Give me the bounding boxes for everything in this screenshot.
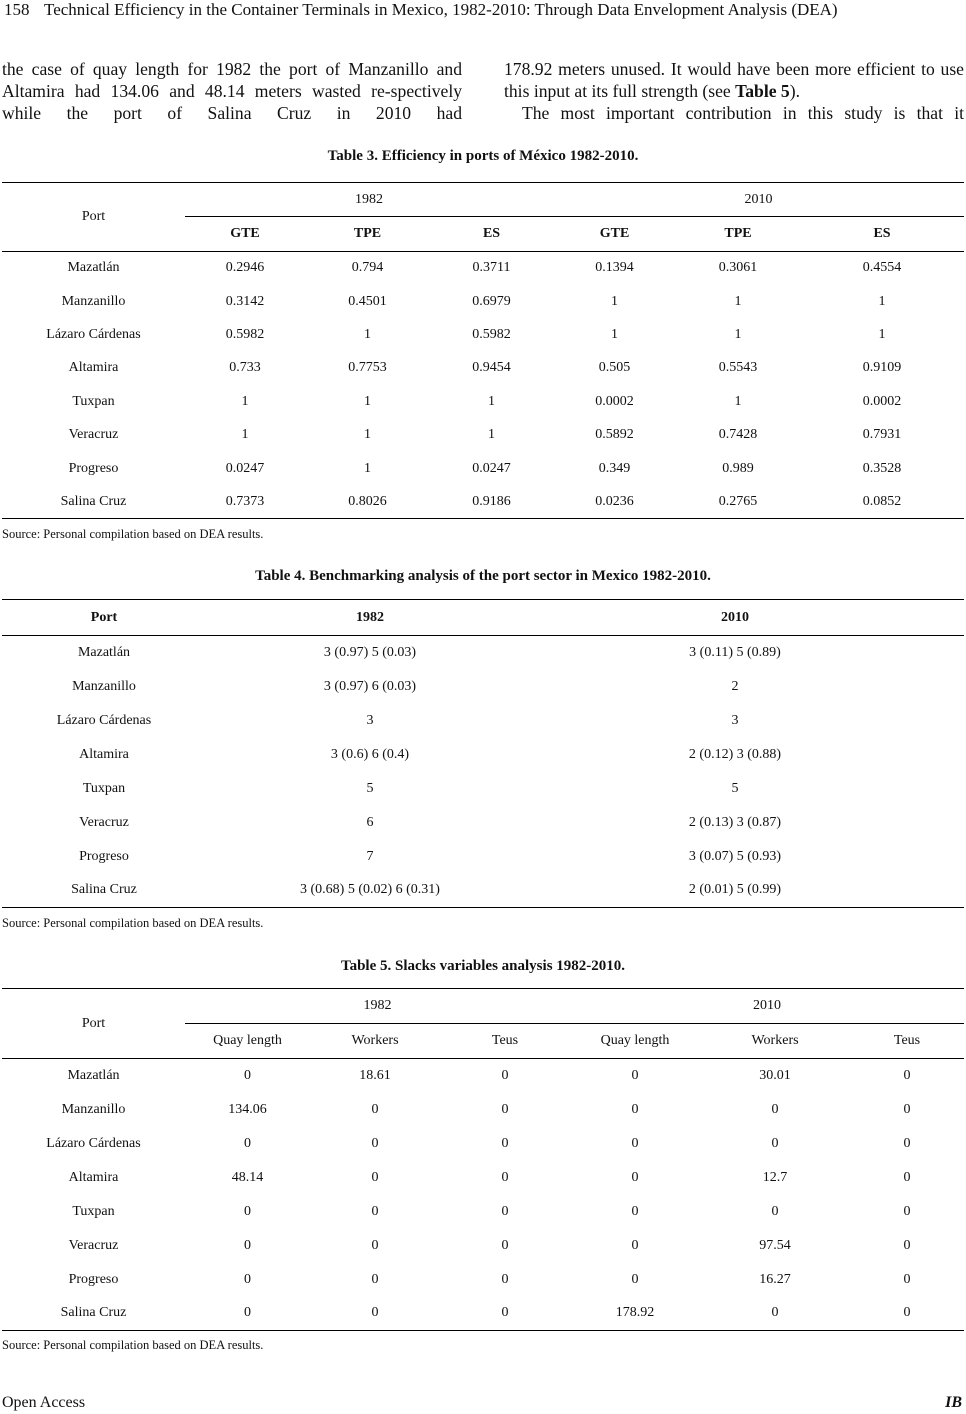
port-name-cell: Progreso — [68, 1271, 119, 1287]
value-cell: 0 — [244, 1305, 251, 1321]
value-cell: 178.92 — [615, 1305, 655, 1321]
value-cell: 0.9454 — [472, 360, 511, 376]
value-cell: 0.9186 — [472, 493, 511, 509]
table-row — [2, 840, 964, 874]
value-cell: 0 — [244, 1135, 251, 1151]
table-row — [2, 874, 964, 908]
value-cell: 1 — [734, 293, 742, 309]
column-header: Workers — [751, 1033, 799, 1048]
value-cell: 0.5982 — [472, 326, 511, 342]
year-header: 2010 — [570, 989, 964, 1024]
table-row — [2, 670, 964, 704]
column-header: Quay length — [600, 1033, 670, 1048]
value-cell: 0.0236 — [595, 493, 634, 509]
value-cell: 0.4501 — [348, 293, 387, 309]
right-column — [504, 58, 964, 124]
value-cell: 0 — [244, 1237, 251, 1253]
value-cell: 0.6979 — [472, 293, 511, 309]
port-name-cell: Lázaro Cárdenas — [46, 1135, 141, 1151]
value-cell: 0 — [501, 1237, 509, 1253]
value-cell: 0 — [631, 1135, 639, 1151]
value-cell: 0.0002 — [595, 393, 634, 409]
column-header: GTE — [230, 226, 260, 241]
value-cell: 0 — [903, 1203, 911, 1219]
value-cell: 97.54 — [759, 1237, 791, 1253]
value-cell: 0 — [631, 1067, 639, 1083]
body-paragraph: the case of quay length for 1982 the port of Manzanillo and Altamira had 134.06 and 48.14 meters wasted re-spectively while the port of Salina Cruz in 2010 had — [2, 59, 462, 123]
value-cell: 0 — [501, 1135, 509, 1151]
value-cell: 0 — [903, 1169, 911, 1185]
value-cell: 0.4554 — [862, 260, 902, 276]
value-cell: 0.505 — [598, 360, 631, 376]
value-cell: 0.7428 — [718, 427, 758, 443]
column-header: GTE — [599, 226, 630, 241]
value-cell: 3 (0.07) 5 (0.93) — [688, 848, 782, 864]
value-cell: 0.3711 — [472, 260, 511, 276]
value-cell: 3 (0.68) 5 (0.02) 6 (0.31) — [300, 882, 440, 898]
column-header: TPE — [353, 226, 382, 241]
table-row — [2, 385, 964, 418]
value-cell: 1 — [364, 460, 371, 476]
value-cell: 1 — [241, 427, 249, 443]
body-paragraph: The most important contribution in this study is that it — [522, 103, 964, 123]
port-name-cell: Salina Cruz — [71, 882, 137, 898]
value-cell: 0 — [631, 1203, 639, 1219]
value-cell: 0 — [903, 1135, 911, 1151]
value-cell: 0 — [501, 1305, 509, 1321]
value-cell: 2 (0.13) 3 (0.87) — [688, 814, 782, 830]
port-header: Port — [2, 989, 185, 1059]
spacer-cell — [936, 806, 964, 840]
value-cell: 0.3061 — [718, 260, 758, 276]
table-row — [2, 1161, 964, 1195]
value-cell: 18.61 — [359, 1067, 391, 1083]
value-cell: 1 — [734, 326, 742, 342]
benchmarking-table — [2, 599, 964, 908]
port-name-cell: Veracruz — [68, 427, 119, 443]
spacer-cell — [936, 874, 964, 908]
table3-source: Source: Personal compilation based on DEA results. — [2, 527, 264, 541]
value-cell: 0.794 — [351, 260, 384, 276]
table-row — [2, 806, 964, 840]
port-name-cell: Altamira — [79, 746, 129, 762]
port-name-cell: Manzanillo — [61, 1101, 126, 1117]
column-header: 2010 — [721, 609, 749, 625]
value-cell: 1 — [241, 393, 249, 409]
column-header: TPE — [724, 226, 752, 241]
port-name-cell: Veracruz — [79, 814, 129, 830]
port-name-cell: Salina Cruz — [60, 493, 127, 509]
table-row — [2, 352, 964, 385]
spacer-cell — [936, 840, 964, 874]
port-name-cell: Altamira — [68, 1169, 119, 1185]
value-cell: 0 — [903, 1067, 911, 1083]
table-row — [2, 1127, 964, 1161]
value-cell: 0 — [771, 1135, 779, 1151]
value-cell: 0 — [244, 1271, 251, 1287]
body-paragraph — [504, 58, 964, 102]
value-cell: 0.5982 — [225, 326, 265, 342]
table-row — [2, 636, 964, 670]
value-cell: 0 — [371, 1135, 379, 1151]
column-header: Teus — [491, 1033, 519, 1048]
value-cell: 0 — [371, 1169, 379, 1185]
value-cell: 5 — [366, 780, 374, 796]
table-row — [2, 252, 964, 285]
table5-title: Table 5. Slacks variables analysis 1982-2010. — [340, 958, 626, 974]
value-cell: 0.3528 — [862, 460, 902, 476]
value-cell: 0 — [371, 1237, 379, 1253]
table-reference: Table 5 — [735, 81, 790, 101]
value-cell: 0.989 — [722, 460, 754, 476]
value-cell: 0 — [631, 1237, 639, 1253]
value-cell: 1 — [364, 326, 371, 342]
value-cell: 1 — [878, 326, 886, 342]
value-cell: 0 — [771, 1101, 779, 1117]
value-cell: 48.14 — [231, 1169, 264, 1185]
value-cell: 1 — [878, 293, 886, 309]
column-header: ES — [873, 226, 891, 241]
table-row — [2, 418, 964, 451]
value-cell: 3 — [366, 712, 374, 728]
slacks-table — [2, 988, 964, 1331]
port-name-cell: Manzanillo — [61, 293, 126, 309]
value-cell: 0 — [244, 1067, 251, 1083]
port-name-cell: Progreso — [79, 848, 129, 864]
table-row — [2, 1093, 964, 1127]
value-cell: 1 — [364, 427, 371, 443]
port-name-cell: Tuxpan — [72, 1203, 115, 1219]
table4-title: Table 4. Benchmarking analysis of the port sector in Mexico 1982-2010. — [255, 568, 711, 584]
value-cell: 0.733 — [229, 360, 261, 376]
running-header — [4, 0, 838, 20]
table5-source: Source: Personal compilation based on DEA results. — [2, 1338, 264, 1352]
value-cell: 2 (0.01) 5 (0.99) — [688, 882, 782, 898]
column-header: Port — [90, 609, 118, 625]
value-cell: 0 — [771, 1305, 779, 1321]
value-cell: 0.5543 — [718, 360, 758, 376]
port-name-cell: Mazatlán — [77, 644, 131, 660]
value-cell: 0 — [903, 1237, 911, 1253]
port-name-cell: Tuxpan — [72, 393, 115, 409]
value-cell: 0 — [631, 1271, 639, 1287]
value-cell: 16.27 — [759, 1271, 791, 1287]
value-cell: 3 — [731, 712, 739, 728]
value-cell: 0 — [371, 1101, 379, 1117]
port-name-cell: Veracruz — [68, 1237, 119, 1253]
value-cell: 0.0852 — [862, 493, 902, 509]
footer-journal: IB — [945, 1394, 962, 1411]
value-cell: 1 — [488, 427, 495, 443]
value-cell: 0 — [501, 1067, 509, 1083]
port-name-cell: Lázaro Cárdenas — [56, 712, 152, 728]
value-cell: 0 — [631, 1169, 639, 1185]
port-header: Port — [2, 183, 185, 252]
value-cell: 7 — [366, 848, 374, 864]
value-cell: 1 — [611, 293, 619, 309]
value-cell: 0 — [771, 1203, 779, 1219]
value-cell: 1 — [364, 393, 371, 409]
table-row — [2, 1297, 964, 1331]
value-cell: 0 — [903, 1271, 911, 1287]
value-cell: 0.0247 — [225, 460, 265, 476]
table-row — [2, 772, 964, 806]
value-cell: 0.7753 — [348, 360, 387, 376]
table-row — [2, 1229, 964, 1263]
table4-source: Source: Personal compilation based on DEA results. — [2, 916, 264, 930]
value-cell: 3 (0.6) 6 (0.4) — [330, 746, 410, 762]
table-row — [2, 452, 964, 485]
value-cell: 0 — [371, 1305, 379, 1321]
value-cell: 5 — [731, 780, 739, 796]
value-cell: 3 (0.97) 5 (0.03) — [323, 644, 417, 660]
value-cell: 2 — [731, 678, 739, 694]
spacer-cell — [936, 600, 964, 636]
body-text: 178.92 meters unused. It would have been more efficient to use this input at its full strength (see — [504, 59, 964, 101]
spacer-cell — [936, 738, 964, 772]
table3-title: Table 3. Efficiency in ports of México 1982-2010. — [327, 148, 639, 164]
value-cell: 0.0247 — [472, 460, 511, 476]
port-name-cell: Manzanillo — [72, 678, 136, 694]
table-row — [2, 318, 964, 351]
column-header: ES — [482, 226, 501, 241]
table-row — [2, 1263, 964, 1297]
running-title: Technical Efficiency in the Container Terminals in Mexico, 1982-2010: Through Data Envelopment Analysis (DEA) — [44, 0, 838, 19]
year-header: 1982 — [185, 989, 570, 1024]
value-cell: 1 — [488, 393, 495, 409]
value-cell: 2 (0.12) 3 (0.88) — [688, 746, 782, 762]
value-cell: 3 (0.97) 6 (0.03) — [323, 678, 417, 694]
table-row — [2, 738, 964, 772]
left-column — [2, 58, 462, 124]
value-cell: 0.7373 — [225, 493, 265, 509]
port-name-cell: Altamira — [68, 360, 119, 376]
value-cell: 0.8026 — [348, 493, 387, 509]
value-cell: 134.06 — [228, 1101, 267, 1117]
value-cell: 0 — [501, 1101, 509, 1117]
value-cell: 0 — [501, 1271, 509, 1287]
column-header: Teus — [893, 1033, 921, 1048]
port-name-cell: Mazatlán — [67, 260, 120, 276]
port-name-cell: Mazatlán — [67, 1067, 120, 1083]
value-cell: 0 — [371, 1203, 379, 1219]
value-cell: 0.0002 — [862, 393, 902, 409]
port-name-cell: Progreso — [68, 460, 119, 476]
value-cell: 1 — [734, 393, 742, 409]
column-header: Quay length — [213, 1033, 282, 1048]
value-cell: 0 — [371, 1271, 379, 1287]
spacer-cell — [936, 772, 964, 806]
port-name-cell: Tuxpan — [82, 780, 126, 796]
value-cell: 0.5892 — [595, 427, 634, 443]
value-cell: 0.349 — [598, 460, 631, 476]
value-cell: 0 — [903, 1305, 911, 1321]
year-header: 2010 — [553, 183, 964, 217]
spacer-cell — [936, 704, 964, 738]
value-cell: 0.3142 — [225, 293, 265, 309]
port-name-cell: Lázaro Cárdenas — [46, 326, 141, 342]
value-cell: 0.2765 — [718, 493, 758, 509]
port-name-cell: Salina Cruz — [60, 1305, 127, 1321]
value-cell: 0 — [501, 1169, 509, 1185]
spacer-cell — [936, 636, 964, 670]
column-header: 1982 — [356, 609, 384, 625]
spacer-cell — [936, 670, 964, 704]
value-cell: 0 — [631, 1101, 639, 1117]
value-cell: 0 — [244, 1203, 251, 1219]
column-header: Workers — [351, 1033, 399, 1048]
value-cell: 0.9109 — [862, 360, 902, 376]
table-row — [2, 1195, 964, 1229]
value-cell: 0 — [501, 1203, 509, 1219]
table-row — [2, 485, 964, 518]
value-cell: 0.2946 — [225, 260, 265, 276]
body-text: ). — [789, 81, 800, 101]
table-row — [2, 285, 964, 318]
value-cell: 6 — [366, 814, 374, 830]
footer-open-access: Open Access — [2, 1394, 86, 1411]
year-header: 1982 — [185, 183, 553, 217]
value-cell: 0.7931 — [862, 427, 902, 443]
value-cell: 3 (0.11) 5 (0.89) — [689, 644, 781, 660]
value-cell: 0 — [903, 1101, 911, 1117]
value-cell: 1 — [611, 326, 619, 342]
value-cell: 30.01 — [759, 1067, 791, 1083]
value-cell: 12.7 — [762, 1169, 788, 1185]
page-number: 158 — [4, 0, 30, 19]
table-row — [2, 704, 964, 738]
efficiency-table — [2, 182, 964, 519]
value-cell: 0.1394 — [595, 260, 634, 276]
table-row — [2, 1059, 964, 1093]
